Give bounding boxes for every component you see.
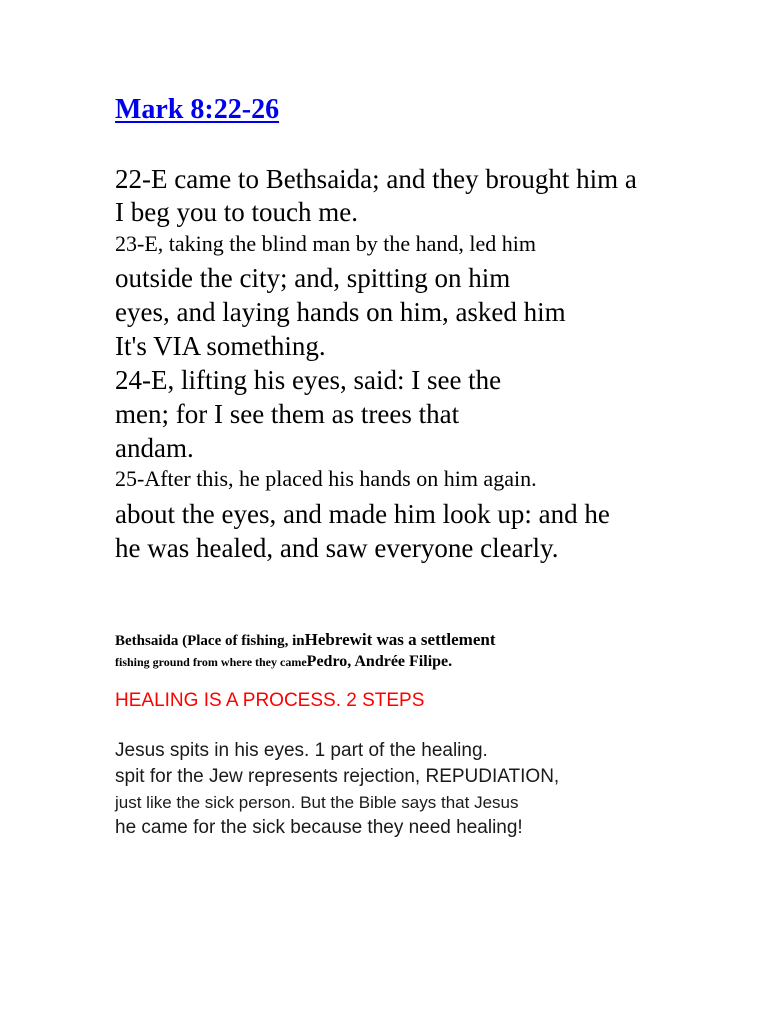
verse-25-line-1: 25-After this, he placed his hands on him again. [115, 466, 537, 491]
verse-24-line-2: men; for I see them as trees that [115, 399, 460, 429]
commentary-line-4: he came for the sick because they need healing! [115, 817, 523, 838]
verse-25-line-2: about the eyes, and made him look up: and he [115, 499, 610, 529]
verse-22-line-2: I beg you to touch me. [115, 197, 358, 227]
verse-24-line-3: andam. [115, 433, 194, 463]
note-fragment: Hebrewit was a settlement [304, 630, 496, 649]
commentary-line-2: spit for the Jew represents rejection, REPUDIATION, [115, 766, 560, 787]
note-fragment: Bethsaida (Place of fishing, in [115, 633, 305, 649]
verse-23-line-2: outside the city; and, spitting on him [115, 263, 511, 293]
note-fragment: Pedro, Andrée Filipe. [306, 653, 453, 670]
bethsaida-note-line-1 [115, 630, 496, 650]
note-fragment: fishing ground from where they came [115, 655, 307, 669]
verse-24-line-1: 24-E, lifting his eyes, said: I see the [115, 365, 502, 395]
verse-22-line-1: 22-E came to Bethsaida; and they brought him a [115, 164, 637, 194]
commentary-line-1: Jesus spits in his eyes. 1 part of the healing. [115, 740, 488, 761]
commentary-line-3: just like the sick person. But the Bible says that Jesus [115, 793, 519, 812]
bethsaida-note-line-2 [115, 653, 452, 671]
verse-23-line-1: 23-E, taking the blind man by the hand, led him [115, 231, 536, 256]
scripture-reference-link[interactable]: Mark 8:22-26 [115, 94, 280, 125]
healing-process-callout: HEALING IS A PROCESS. 2 STEPS [115, 690, 425, 711]
verse-23-line-4: It's VIA something. [115, 331, 326, 361]
verse-25-line-3: he was healed, and saw everyone clearly. [115, 533, 559, 563]
verse-23-line-3: eyes, and laying hands on him, asked him [115, 297, 566, 327]
